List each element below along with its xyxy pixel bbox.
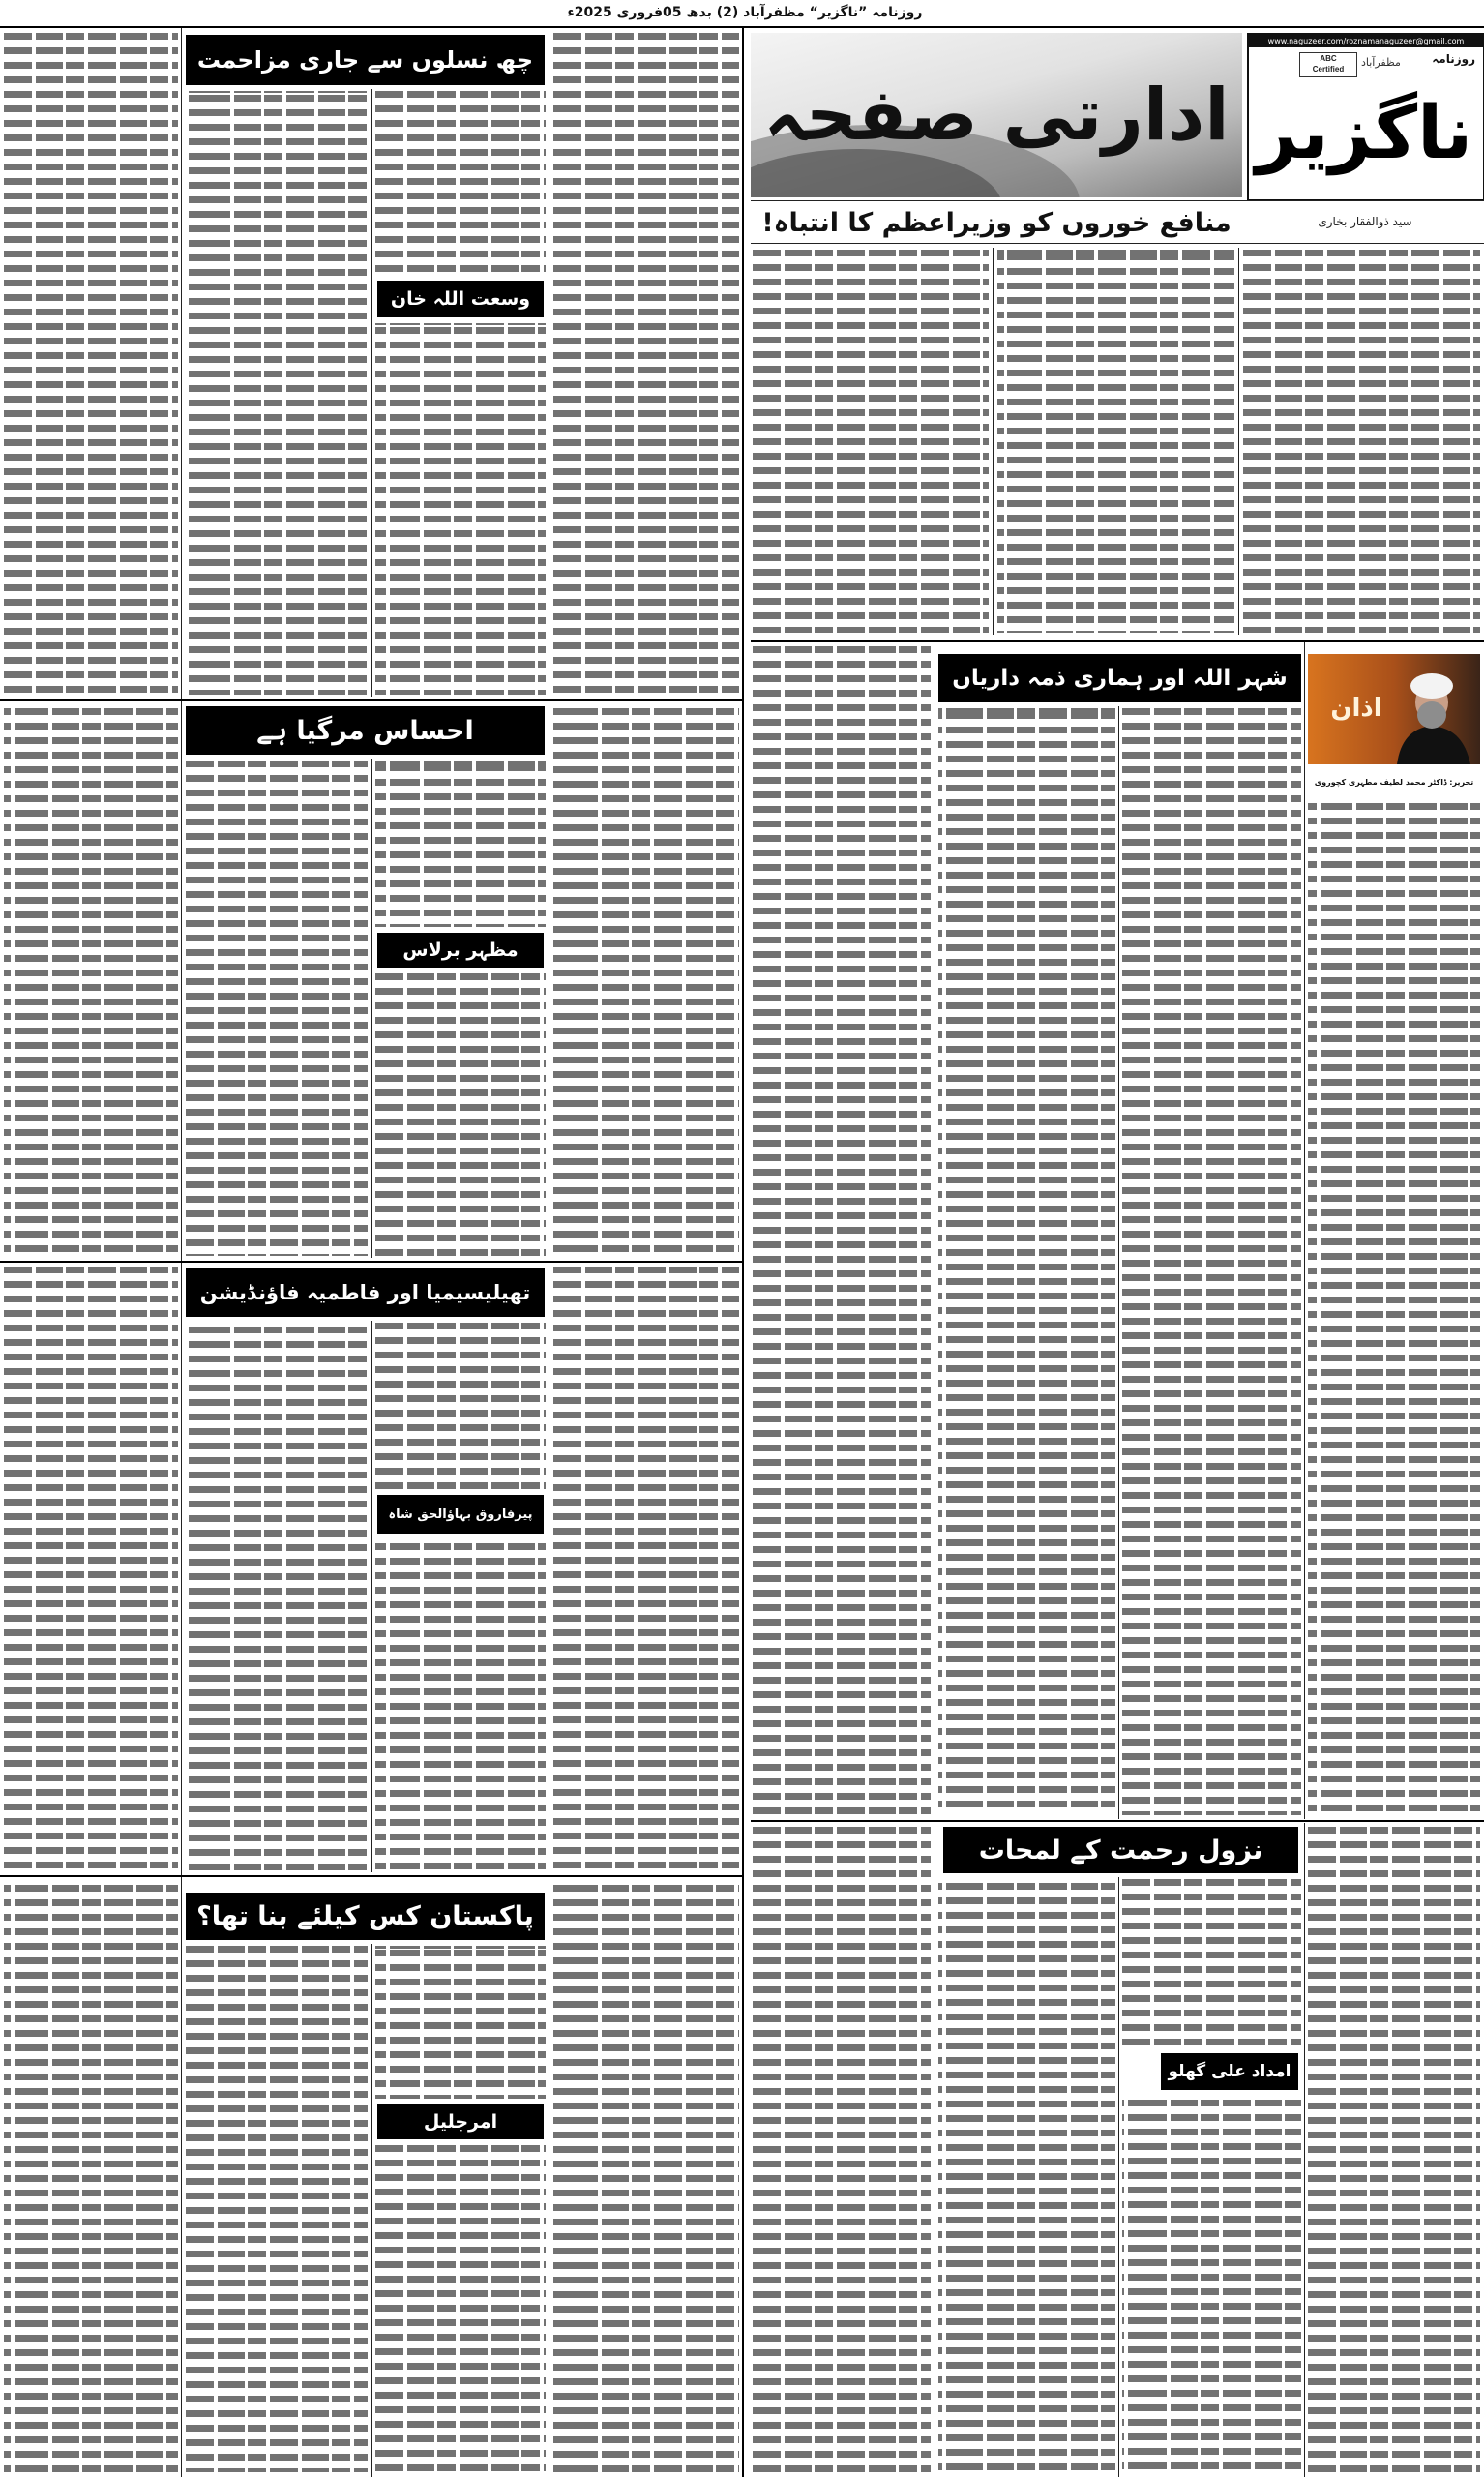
column-rule [181,28,182,2477]
article-body-column [753,250,989,633]
contact-line: www.naguzeer.com/roznamanaguzeer@gmail.com [1249,35,1483,47]
article-body-column [4,704,178,1256]
article-body-column [938,708,1115,1815]
logo-name [1255,74,1473,190]
headline-mazahmat [186,35,545,85]
headline-text: پاکستان کس کیلئے بنا تھا؟ [196,1901,534,1931]
article-body-column [553,1881,739,2472]
article-body-column [1122,1879,1301,2049]
section-rule [0,1261,742,1263]
author-name: پیرفاروق بہاؤالحق شاہ [388,1507,533,1522]
badge-line-1: ABC [1320,54,1337,63]
article-body-column [753,1827,931,2472]
article-body-column [1243,250,1480,633]
section-rule [751,200,1484,201]
author-box [377,281,544,317]
article-body-column [1308,799,1480,1815]
headline-nuzool-rehmat [943,1827,1298,1873]
headline-pakistan [186,1893,545,1940]
article-body-column [375,1539,546,1870]
article-body-column [186,1323,368,1870]
page-title: ادارتی صفحہ [763,74,1230,157]
author-box [377,2104,544,2139]
article-body-column [186,91,368,695]
headline-thalassemia [186,1268,545,1317]
article-body-column [1308,1827,1480,2472]
column-rule [371,759,372,1258]
article-body-column [186,1946,368,2472]
headline-text: چھ نسلوں سے جاری مزاحمت [196,46,534,74]
article-body-column [375,973,546,1256]
article-body-column [375,2145,546,2472]
article-body-column [375,1946,546,2099]
article-body-column [997,250,1234,633]
article-body-column [938,1879,1115,2472]
article-body-column [553,33,739,695]
headline-shahrullah [938,654,1301,702]
section-rule [751,243,1484,244]
logo-city: مظفرآباد [1361,56,1401,69]
azan-label: اذان [1330,694,1382,723]
column-rule [1118,1877,1119,2477]
author-name: وسعت اللہ خان [390,288,531,310]
author-name: امداد علی گھلو [1168,2062,1291,2081]
editorial-headline: منافع خوروں کو وزیراعظم کا انتباہ! [761,207,1232,238]
article-body-column [4,33,178,695]
newspaper-logo [1247,33,1484,201]
column-rule [993,248,994,635]
column-rule [1238,248,1239,635]
author-byline-text: تحریر: ڈاکٹر محمد لطیف مطہری کچوروی [1314,777,1474,787]
column-rule [371,1321,372,1872]
column-rule [1304,1823,1305,2477]
editorial-headline-box [755,204,1238,241]
article-body-column [375,1323,546,1489]
editor-name: سید ذوالفقار بخاری [1318,215,1412,228]
column-rule [371,89,372,697]
author-byline [1306,768,1482,795]
section-rule [0,699,742,701]
article-body-column [753,646,931,1815]
author-photo [1308,654,1480,764]
column-rule [1304,642,1305,1819]
headline-text: نزول رحمت کے لمحات [978,1835,1263,1865]
author-box [377,933,544,968]
article-body-column [1122,2096,1301,2472]
column-rule [371,1944,372,2477]
author-name: مظہر برلاس [402,940,519,961]
badge-line-2: Certified [1312,65,1345,74]
dateline: روزنامہ ”ناگزیر“ مظفرآباد (2) بدھ 05فروری 2025ء [567,5,923,20]
article-body-column [4,1267,178,1870]
logo-wordmark: ناگزیر [1255,88,1473,175]
article-body-column [375,761,546,927]
column-rule [1118,706,1119,1819]
article-body-column [553,704,739,1256]
author-box [377,1495,544,1534]
article-body-column [1122,708,1301,1815]
article-body-column [4,1881,178,2472]
headline-text: تھیلیسیمیا اور فاطمیہ فاؤنڈیشن [199,1281,531,1304]
section-rule [751,640,1484,642]
headline-text: احساس مرگیا ہے [256,715,474,746]
article-body-column [375,91,546,275]
article-body-column [375,323,546,695]
headline-ehsas [186,706,545,755]
logo-prefix: روزنامہ [1432,52,1475,66]
author-box [1161,2053,1298,2090]
section-rule [751,1820,1484,1822]
page-title-banner [751,33,1242,197]
section-rule [0,1875,742,1877]
article-body-column [186,761,368,1256]
author-name: امرجلیل [423,2111,498,2133]
article-body-column [553,1267,739,1870]
headline-text: شہر اللہ اور ہماری ذمہ داریاں [952,666,1288,691]
center-divider [742,28,744,2477]
